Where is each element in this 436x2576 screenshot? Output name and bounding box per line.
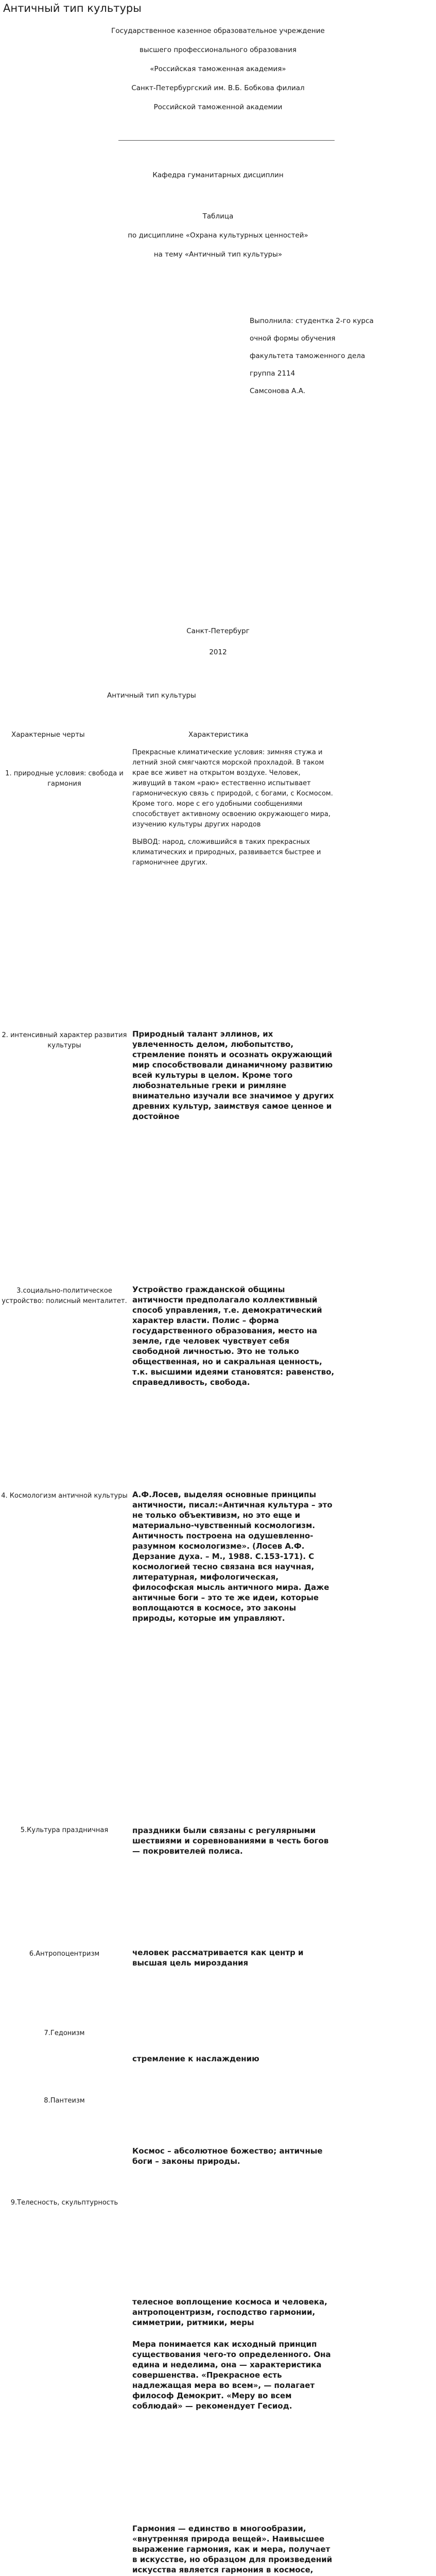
row-paragraph: Прекрасные климатические условия: зимняя стужа и летний зной смягчаются морской прохладой. В таком крае все живет на открытом воздухе. Человек, живущий в таком «раю» естественно испытывает гармоническую связь с природой, с богами, с Космосом. Кроме того. море с его удобными сообщениями способствует активному освоению окружающего мира, изучению культуры других народов: [132, 749, 333, 828]
row-text-intensive-development: Природный талант эллинов, их увлеченность делом, любопытство, стремление понять и осознать окружающий мир способствовали динамичному развитию всей культуры в целом. Кроме того любознательные греки и римляне внимательно изучали все значимое у других древних культур, заимствуя самое ценное и достойное: [132, 1029, 334, 1121]
institution-line: высшего профессионального образования: [139, 46, 297, 54]
row-text-cosmologism: А.Ф.Лосев, выделяя основные принципы античности, писал:«Античная культура – это не только объективизм, но это еще и материально-чувственный космологизм. Античность построена на одушевленно-разумном космологизме». (Лосев А.Ф. Дерзание духа. – М., 1988. С.153-171). С космологией тесно связана вся научная, литературная, мифологическая, философская мысль античного мира. Даже античные боги – это те же идеи, которые воплощаются в космосе, это законы природы, которые им управляют.: [132, 1490, 333, 1623]
institution-block: [0, 22, 436, 117]
work-line: на тему «Античный тип культуры»: [153, 250, 283, 259]
column-header-description: Характеристика: [188, 731, 249, 739]
row-text-socio-political: Устройство гражданской общины античности предполагало коллективный способ управления, т.е. демократический характер власти. Полис – форма государственного образования, место на земле, где человек чувствует себя свободной личностью. Это не только общественная, но и сакральная ценность, т.к. высшими идеями становятся: равенство, справедливость, свобода.: [132, 1285, 335, 1387]
city: Санкт-Петербург: [186, 627, 250, 635]
department-name: Кафедра гуманитарных дисциплин: [152, 171, 284, 179]
author-line: Выполнила: студентка 2-го курса: [250, 317, 374, 325]
row-label-natural-conditions: 1. природные условия: свобода и гармония: [5, 770, 124, 788]
institution-line: Государственное казенное образовательное учреждение: [111, 27, 325, 35]
row-paragraph: ВЫВОД: народ, сложившийся в таких прекрасных климатических и природных, развивается быстрее и гармоничнее других.: [132, 838, 321, 867]
row-label-hedonism: 7.Гедонизм: [44, 2029, 85, 2037]
author-block: [250, 312, 374, 400]
row-text-natural-conditions: [132, 748, 336, 868]
column-header-features: Характерные черты: [11, 731, 85, 739]
work-line: по дисциплине «Охрана культурных ценностей»: [128, 231, 308, 240]
work-title-block: [0, 207, 436, 264]
row-text-measure: Мера понимается как исходный принцип существования чего-то определенного. Она едина и неделима, она — характеристика совершенства. «Прекрасное есть надлежащая мера во всем», — полагает философ Демокрит. «Меру во всем соблюдай» — рекомендует Гесиод.: [132, 2340, 331, 2411]
author-line: очной формы обучения: [250, 334, 336, 343]
divider-line: [118, 140, 335, 141]
institution-line: Санкт-Петербургский им. В.Б. Бобкова филиал: [131, 84, 305, 92]
row-text-festive-culture: праздники были связаны с регулярными шествиями и соревнованиями в честь богов — покровителей полиса.: [132, 1826, 329, 1856]
work-line: Таблица: [202, 212, 234, 221]
row-label-corporeality: 9.Телесность, скульптурность: [10, 2199, 118, 2207]
row-text-anthropocentrism: человек рассматривается как центр и высшая цель мироздания: [132, 1948, 304, 1968]
author-line: группа 2114: [250, 369, 295, 378]
row-label-festive-culture: 5.Культура праздничная: [20, 1826, 109, 1834]
year: 2012: [209, 648, 227, 656]
author-line: Самсонова А.А.: [250, 387, 306, 395]
row-label-pantheism: 8.Пантеизм: [44, 2097, 85, 2105]
author-line: факультета таможенного дела: [250, 352, 365, 360]
row-label-socio-political: 3.социально-политическое устройство: полисный менталитет.: [2, 1287, 127, 1305]
row-label-intensive-development: 2. интенсивный характер развития культуры: [2, 1031, 127, 1049]
row-label-anthropocentrism: 6.Антропоцентризм: [29, 1950, 100, 1958]
row-text-pantheism: Космос – абсолютное божество; античные боги – законы природы.: [132, 2146, 323, 2166]
institution-line: Российской таможенной академии: [153, 103, 283, 111]
institution-line: «Российская таможенная академия»: [150, 65, 286, 73]
department-block: [0, 166, 436, 185]
row-label-cosmologism: 4. Космологизм античной культуры: [1, 1492, 128, 1500]
row-text-harmony: Гармония — единство в многообразии, «внутренняя природа вещей». Наивысшее выражение гармония, как и мера, получает в искусстве, но образцом для произведений искусства является гармония в космосе,: [132, 2524, 333, 2574]
row-text-hedonism: стремление к наслаждению: [132, 2054, 259, 2063]
page-title: Античный тип культуры: [3, 2, 142, 14]
table-caption: Античный тип культуры: [107, 691, 196, 700]
row-text-corporeality: телесное воплощение космоса и человека, антропоцентризм, господство гармонии, симметрии, ритмики, меры: [132, 2297, 327, 2327]
